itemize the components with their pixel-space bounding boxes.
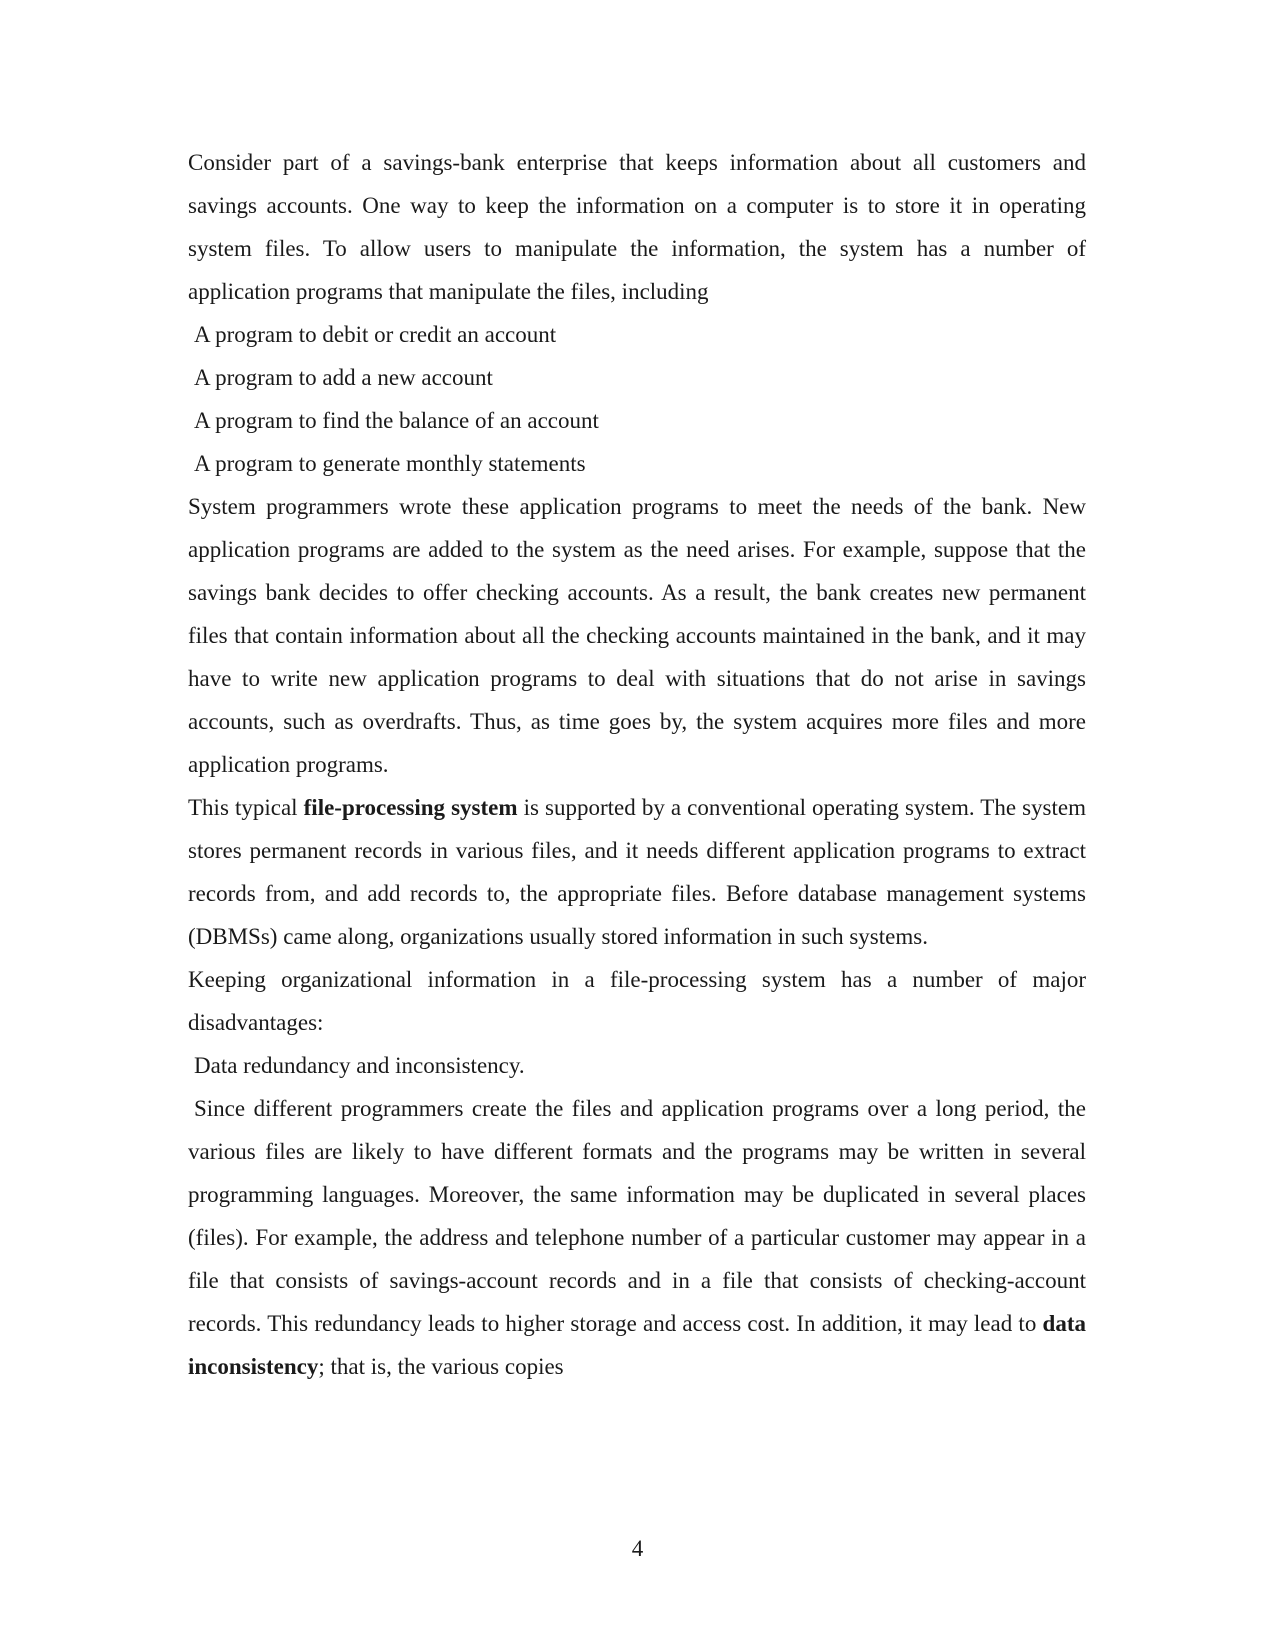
list-item-monthly-statements: A program to generate monthly statements [194,451,586,476]
page-number: 4 [631,1536,644,1561]
paragraph-3-after: is supported by a conventional operating system. The system stores permanent records in various files, and it needs different application programs to extract records from, and add records to, the appropriate files. Before database management systems (DBMSs) came along, organizations usually stored information in such systems. [188,795,1086,949]
term-file-processing-system: file-processing system [303,795,518,820]
paragraph-disadvantages: Keeping organizational information in a file-processing system has a number of major disadvantages: [188,967,1086,1035]
paragraph-redundancy [188,1087,1086,1388]
paragraph-system-programmers: System programmers wrote these application programs to meet the needs of the bank. New application programs are added to the system as the need arises. For example, suppose that the savings bank decides to offer checking accounts. As a result, the bank creates new permanent files that contain information about all the checking accounts maintained in the bank, and it may have to write new application programs to deal with situations that do not arise in savings accounts, such as overdrafts. Thus, as time goes by, the system acquires more files and more application programs. [188,494,1086,777]
body-text [188,141,1086,1388]
paragraph-5-after: ; that is, the various copies [318,1354,564,1379]
list-item-add-account: A program to add a new account [194,365,493,390]
subheading-data-redundancy: Data redundancy and inconsistency. [194,1053,525,1078]
paragraph-5-before: Since different programmers create the files and application programs over a long period, the various files are likely to have different formats and the programs may be written in several programming languages. Moreover, the same information may be duplicated in several places (files). For example, the address and telephone number of a particular customer may appear in a file that consists of savings-account records and in a file that consists of checking-account records. This redundancy leads to higher storage and access cost. In addition, it may lead to [188,1096,1086,1336]
paragraph-file-processing [188,786,1086,958]
paragraph-3-before: This typical [188,795,304,820]
intro-paragraph: Consider part of a savings-bank enterprise that keeps information about all customers and savings accounts. One way to keep the information on a computer is to store it in operating system files. To allow users to manipulate the information, the system has a number of application programs that manipulate the files, including [188,150,1086,304]
term-data-inconsistency: data inconsistency [188,1311,1086,1379]
list-item-debit-credit: A program to debit or credit an account [194,322,557,347]
list-item-find-balance: A program to find the balance of an account [194,408,599,433]
